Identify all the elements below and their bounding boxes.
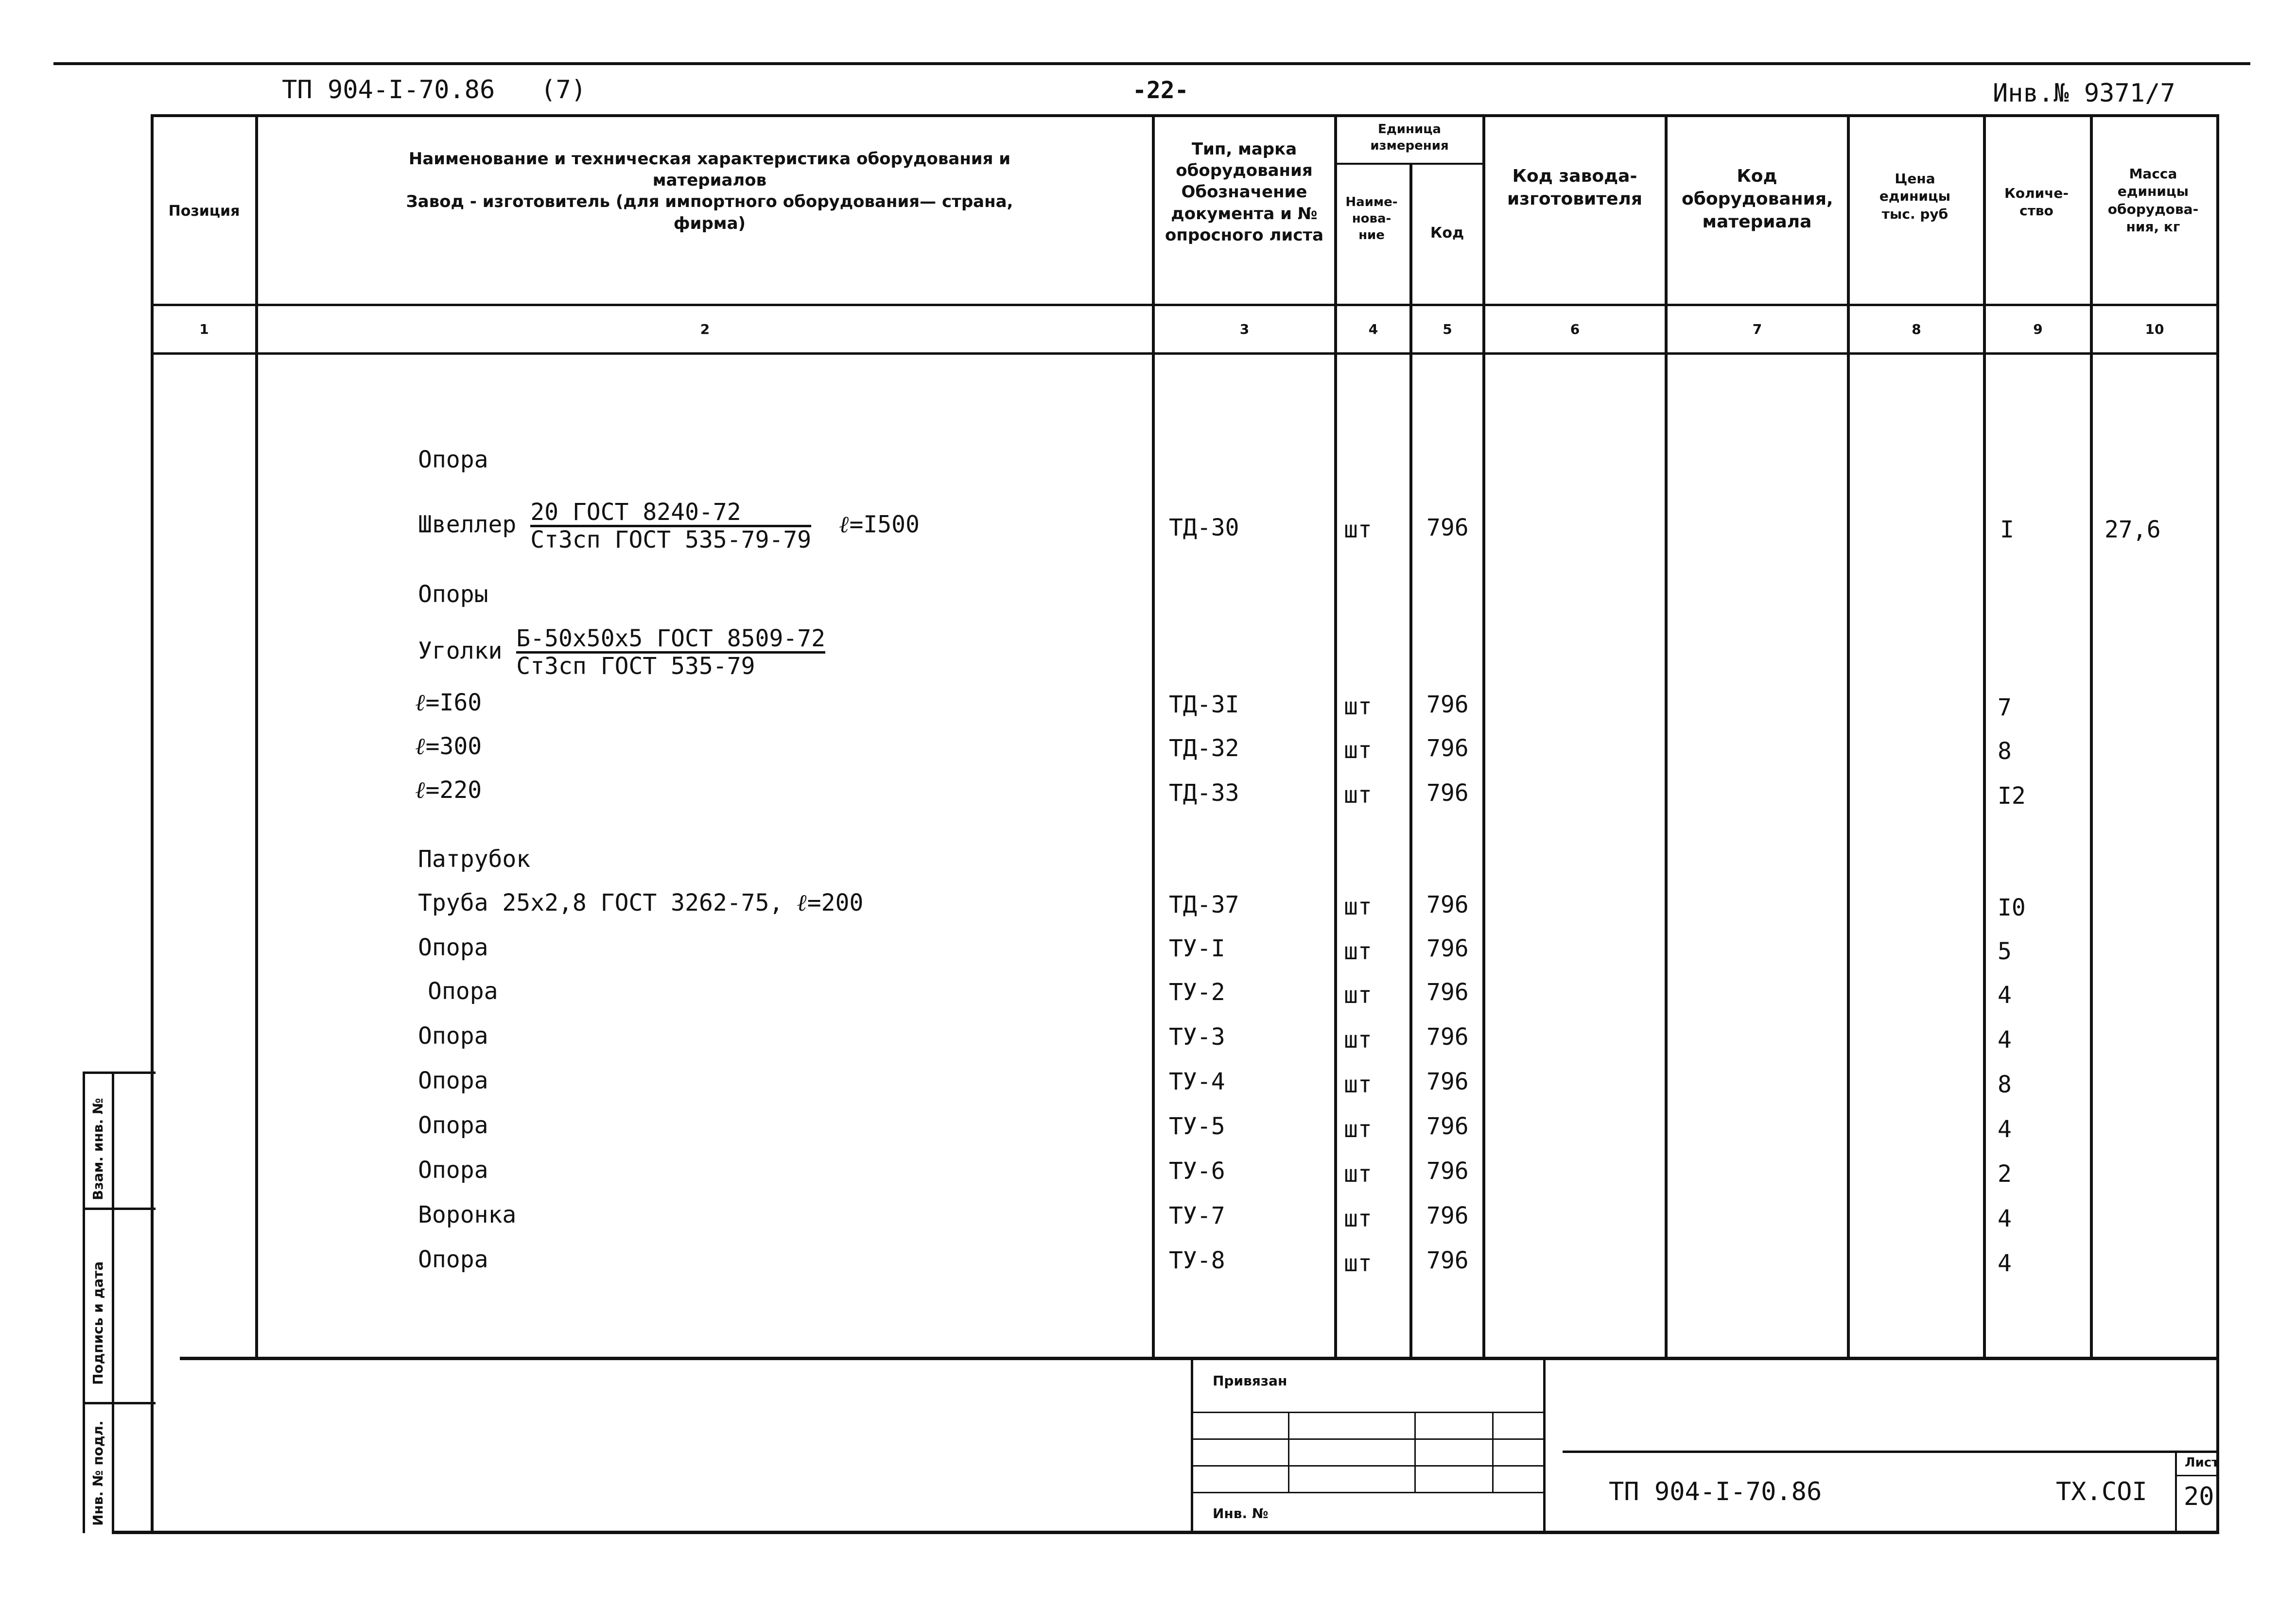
- col-header-factory-code: Код завода- изготовителя: [1507, 166, 1643, 209]
- row-code: 796: [1426, 735, 1469, 762]
- col-header-unit-code: Код: [1430, 225, 1464, 242]
- inventory-number: Инв.№ 9371/7: [1993, 79, 2175, 108]
- row-code: 796: [1426, 1068, 1469, 1095]
- row-unit: шт: [1344, 893, 1372, 920]
- row-unit: шт: [1344, 938, 1372, 965]
- row-length: ℓ=220: [416, 777, 482, 804]
- col-num-6: 6: [1570, 321, 1580, 337]
- row-qty: 5: [1998, 938, 2012, 965]
- row-unit: шт: [1344, 1071, 1372, 1098]
- row-name: Воронка: [418, 1201, 517, 1228]
- row-unit: шт: [1344, 781, 1372, 809]
- row-type: ТУ-8: [1169, 1247, 1225, 1274]
- row-name: Патрубок: [418, 846, 531, 873]
- row-unit: шт: [1344, 1250, 1372, 1277]
- row-name: Опора: [418, 1112, 488, 1139]
- row-code: 796: [1426, 935, 1469, 962]
- row-qty: 2: [1998, 1160, 2012, 1188]
- row-unit: шт: [1344, 516, 1372, 543]
- row-type: ТД-37: [1169, 891, 1239, 918]
- row-unit: шт: [1344, 1205, 1372, 1232]
- row-unit: шт: [1344, 1026, 1372, 1054]
- col-num-8: 8: [1912, 321, 1921, 337]
- row-name: Опора: [418, 1022, 488, 1050]
- row-type: ТУ-2: [1169, 979, 1225, 1006]
- col-num-3: 3: [1239, 321, 1250, 337]
- footer-sheet-code: ТХ.СОI: [2056, 1477, 2147, 1506]
- row-type: ТУ-3: [1169, 1023, 1225, 1051]
- row-qty: 4: [1998, 1205, 2012, 1232]
- row-code: 796: [1426, 779, 1469, 807]
- row-code: 796: [1426, 979, 1469, 1006]
- row-name: Швеллер $\frac{\text{20 ГОСТ 8240-72}}{\text{Ст3сп ГОСТ 535-79-79}}$ ℓ=I500: [418, 499, 920, 553]
- row-name: Опора: [418, 1067, 488, 1094]
- col-header-mass: Масса единицы оборудова- ния, кг: [2107, 166, 2199, 235]
- col-header-quantity: Количе- ство: [2004, 185, 2069, 219]
- sheet-number: 20: [2184, 1482, 2214, 1511]
- col-num-2: 2: [700, 321, 710, 337]
- row-qty: 4: [1998, 1026, 2012, 1054]
- row-qty: 8: [1998, 1071, 2012, 1098]
- col-header-price: Цена единицы тыс. руб: [1879, 171, 1951, 222]
- row-qty: I0: [1998, 894, 2026, 921]
- row-code: 796: [1426, 514, 1469, 541]
- col-header-unit-name: Наиме- нова- ние: [1345, 195, 1398, 242]
- row-type: ТД-33: [1169, 779, 1239, 807]
- privyazan-label: Привязан: [1213, 1373, 1287, 1389]
- footer-doc-code: ТП 904-I-70.86: [1609, 1477, 1822, 1506]
- row-unit: шт: [1344, 1160, 1372, 1188]
- row-length: ℓ=300: [416, 733, 482, 760]
- row-name: Опоры: [418, 581, 488, 608]
- doc-code-top: ТП 904-I-70.86 (7): [282, 75, 587, 104]
- row-qty: 8: [1998, 738, 2012, 765]
- col-header-position: Позиция: [168, 203, 240, 220]
- row-code: 796: [1426, 1247, 1469, 1274]
- row-unit: шт: [1344, 1116, 1372, 1143]
- row-code: 796: [1426, 691, 1469, 718]
- inv-podl-label: Инв. № подл.: [90, 1420, 106, 1526]
- sheet-label: Лист: [2185, 1455, 2219, 1470]
- row-mass: 27,6: [2105, 516, 2161, 543]
- row-qty: 4: [1998, 982, 2012, 1009]
- col-header-equipment-code: Код оборудования, материала: [1682, 166, 1833, 232]
- row-type: ТУ-5: [1169, 1113, 1225, 1140]
- col-header-name: Наименование и техническая характеристика оборудования и материалов Завод - изготовитель (для импортного оборудования— страна, фирма): [406, 149, 1013, 233]
- vzam-inv-label: Взам. инв. №: [90, 1098, 106, 1200]
- row-name: Уголки $\frac{\text{Б-50x50x5 ГОСТ 8509-72}}{\text{Ст3сп ГОСТ 535-79}}$: [418, 625, 826, 680]
- row-qty: I: [2000, 516, 2014, 543]
- inv-no-label: Инв. №: [1213, 1505, 1269, 1521]
- row-unit: шт: [1344, 737, 1372, 764]
- row-code: 796: [1426, 891, 1469, 918]
- col-num-5: 5: [1443, 321, 1452, 337]
- page-marker: -22-: [1132, 77, 1189, 104]
- row-name: Труба 25x2,8 ГОСТ 3262-75, ℓ=200: [418, 889, 864, 916]
- row-type: ТУ-4: [1169, 1068, 1225, 1095]
- row-type: ТД-30: [1169, 514, 1239, 541]
- row-code: 796: [1426, 1158, 1469, 1185]
- row-qty: I2: [1998, 782, 2026, 810]
- col-num-7: 7: [1752, 321, 1762, 337]
- row-name: Опора: [418, 1246, 488, 1273]
- row-name: Опора: [418, 934, 488, 961]
- podpis-data-label: Подпись и дата: [90, 1261, 106, 1385]
- row-length: ℓ=I60: [416, 689, 482, 716]
- row-unit: шт: [1344, 982, 1372, 1009]
- row-name: Опора: [418, 1157, 488, 1184]
- row-type: ТУ-6: [1169, 1158, 1225, 1185]
- col-num-9: 9: [2033, 321, 2043, 337]
- row-name: Опора: [418, 446, 488, 473]
- row-type: ТУ-7: [1169, 1202, 1225, 1229]
- row-type: ТД-32: [1169, 735, 1239, 762]
- row-qty: 7: [1998, 694, 2012, 721]
- row-qty: 4: [1998, 1116, 2012, 1143]
- col-header-type: Тип, марка оборудования Обозначение документа и № опросного листа: [1165, 139, 1324, 245]
- row-type: ТУ-I: [1169, 935, 1225, 962]
- row-code: 796: [1426, 1202, 1469, 1229]
- col-num-10: 10: [2145, 321, 2164, 337]
- row-qty: 4: [1998, 1250, 2012, 1277]
- row-type: ТД-3I: [1169, 691, 1239, 718]
- row-unit: шт: [1344, 693, 1372, 720]
- unit-group-header: Единица измерения: [1370, 122, 1449, 153]
- col-num-1: 1: [199, 321, 209, 337]
- row-name: Опора: [428, 978, 498, 1005]
- row-code: 796: [1426, 1023, 1469, 1051]
- row-code: 796: [1426, 1113, 1469, 1140]
- col-num-4: 4: [1368, 321, 1378, 337]
